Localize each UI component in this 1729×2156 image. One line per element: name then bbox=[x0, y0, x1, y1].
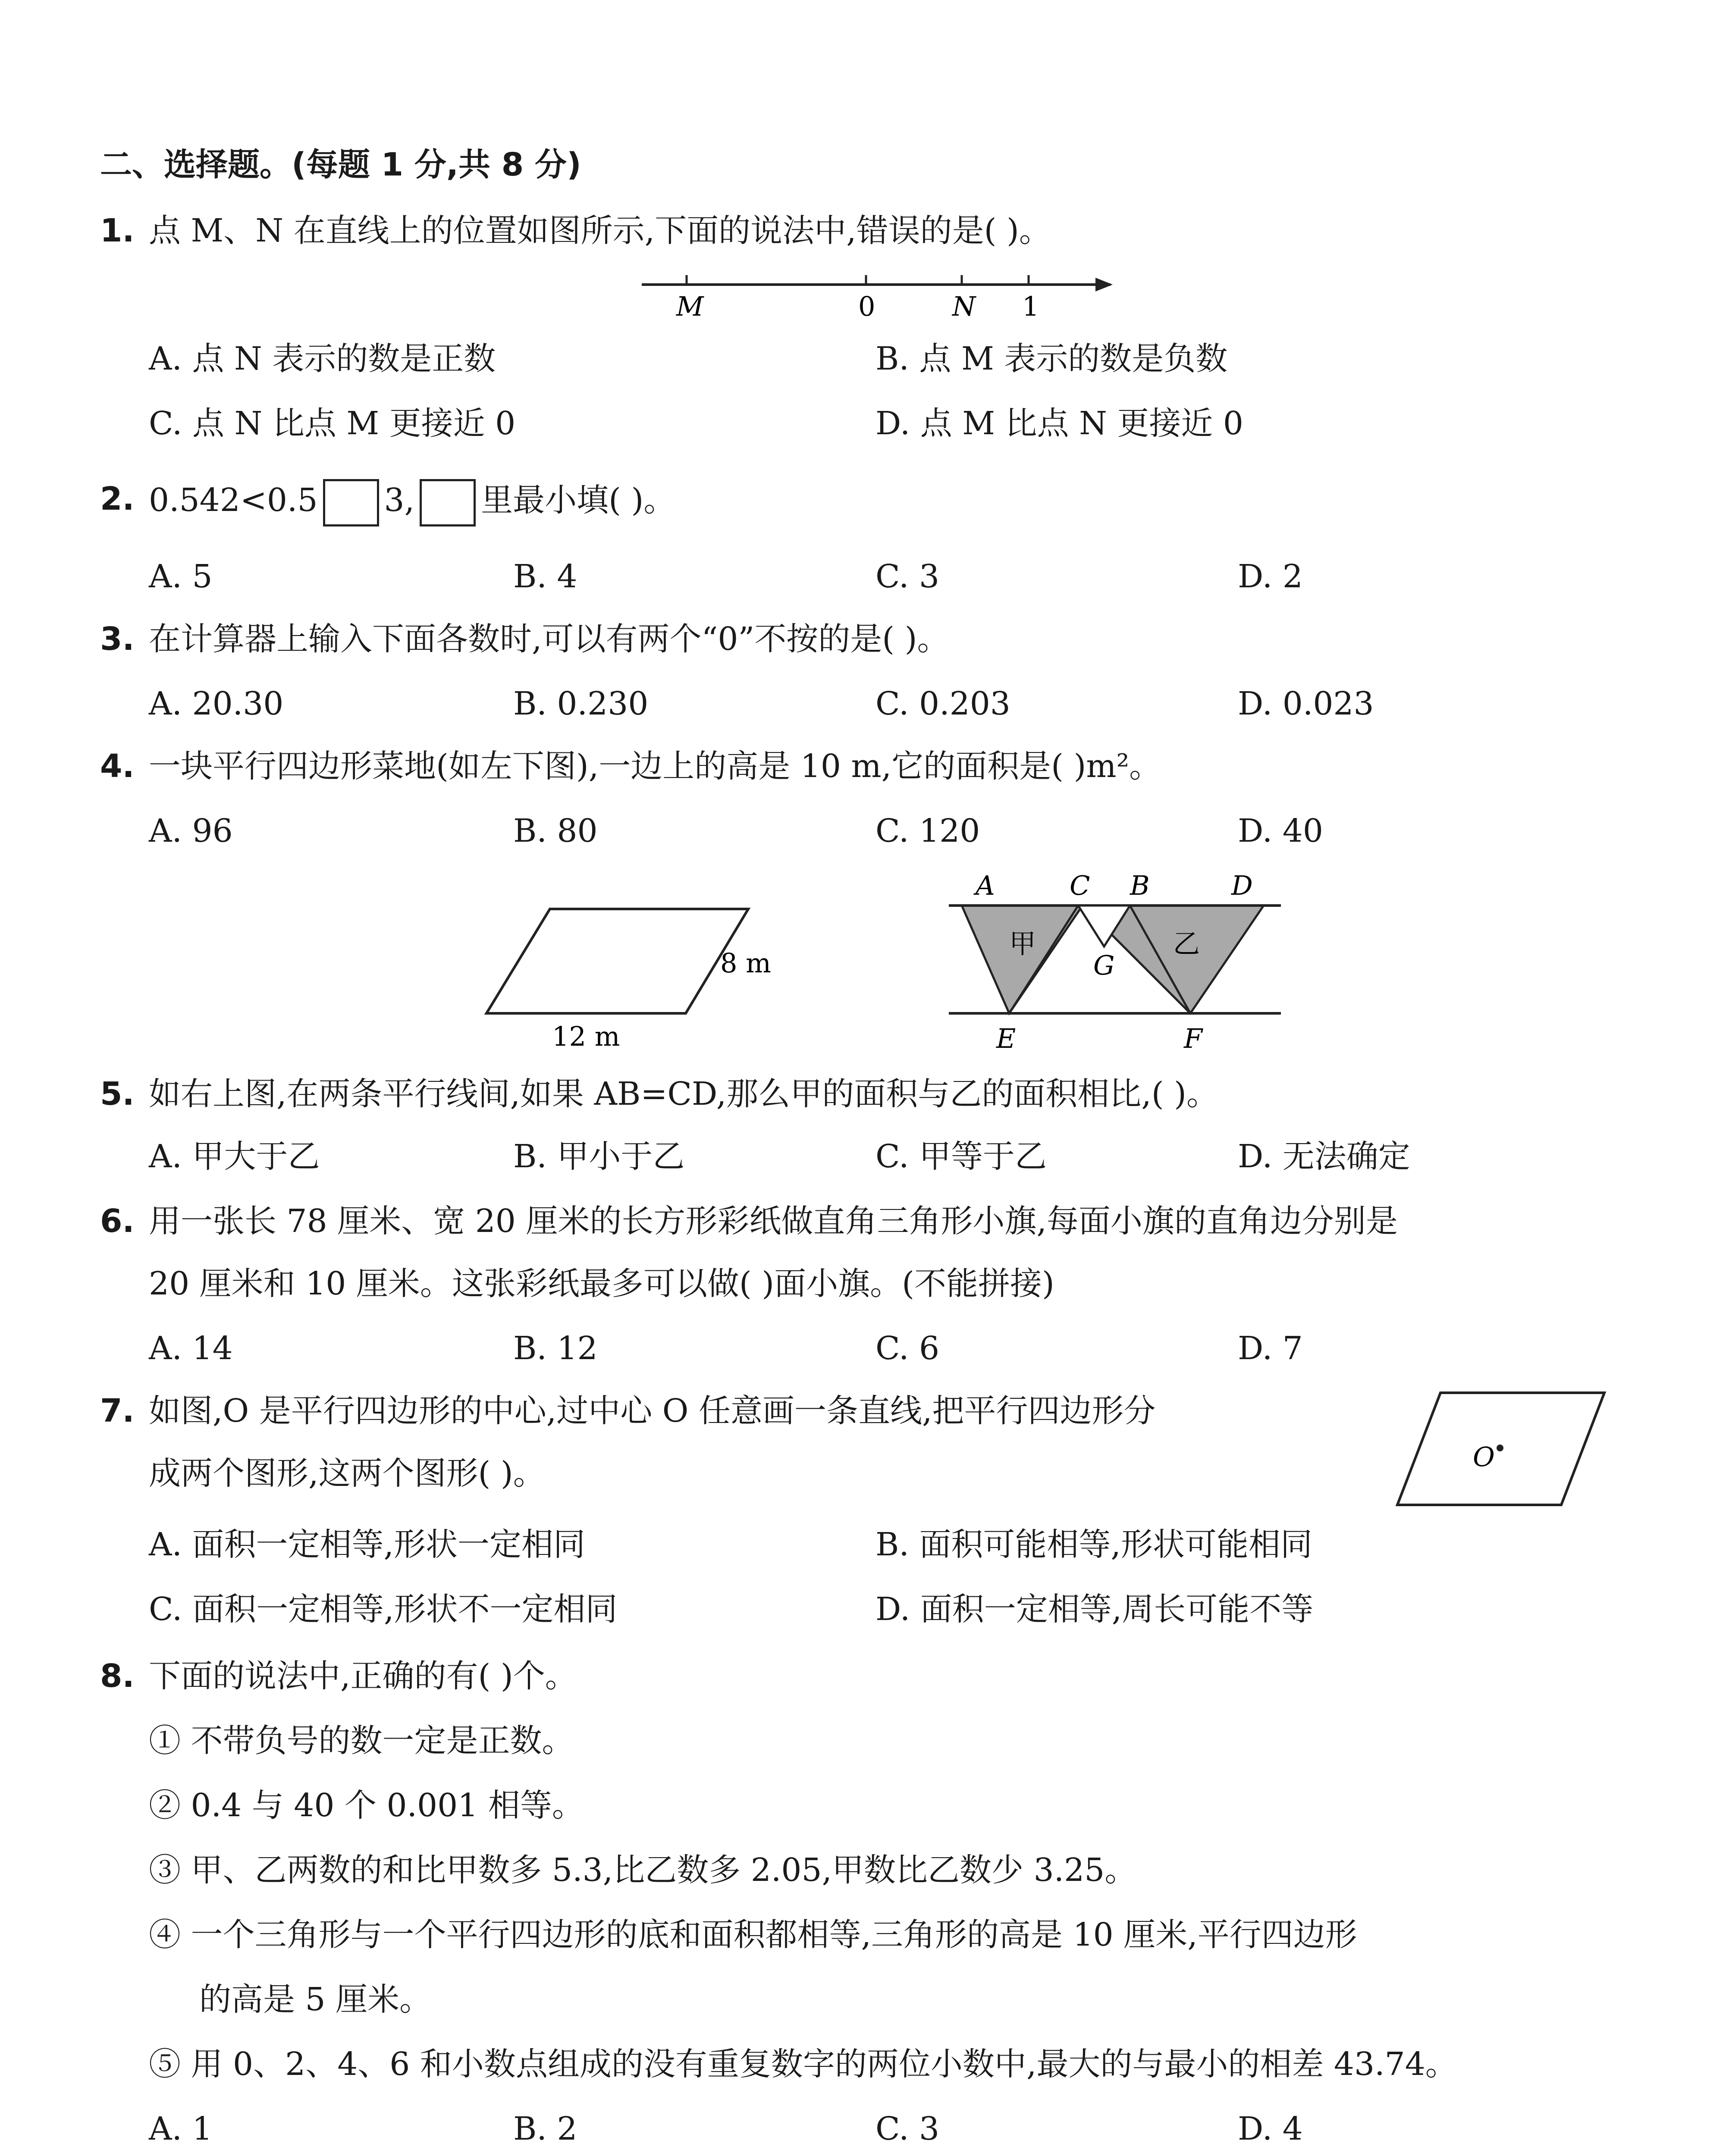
q4-option-b[interactable]: B. 80 bbox=[513, 812, 598, 849]
q5-option-b[interactable]: B. 甲小于乙 bbox=[513, 1138, 685, 1175]
label-g: G bbox=[1093, 950, 1115, 981]
q6-option-c[interactable]: C. 6 bbox=[875, 1330, 940, 1367]
q2-blank-box-1[interactable] bbox=[323, 479, 379, 526]
q5-option-c[interactable]: C. 甲等于乙 bbox=[875, 1138, 1047, 1175]
label-d: D bbox=[1231, 870, 1253, 901]
label-c: C bbox=[1070, 870, 1090, 901]
q8-statement-3: ③ 甲、乙两数的和比甲数多 5.3,比乙数多 2.05,甲数比乙数少 3.25。 bbox=[149, 1852, 1137, 1889]
label-a: A bbox=[976, 870, 995, 901]
label-zero: 0 bbox=[858, 291, 875, 322]
q8-statement-1: ① 不带负号的数一定是正数。 bbox=[149, 1722, 574, 1759]
q3-option-a[interactable]: A. 20.30 bbox=[149, 685, 284, 722]
label-f: F bbox=[1184, 1023, 1203, 1054]
q4-option-d[interactable]: D. 40 bbox=[1238, 812, 1323, 849]
label-one: 1 bbox=[1022, 291, 1039, 322]
q8-text: 下面的说法中,正确的有( )个。 bbox=[149, 1658, 577, 1695]
q7-text-line2: 成两个图形,这两个图形( )。 bbox=[149, 1455, 545, 1492]
q8-statement-5: ⑤ 用 0、2、4、6 和小数点组成的没有重复数字的两位小数中,最大的与最小的相差 43.74。 bbox=[149, 2046, 1457, 2083]
q5-number: 5. bbox=[100, 1075, 135, 1112]
number-line-arrow bbox=[1095, 278, 1113, 291]
q3-text: 在计算器上输入下面各数时,可以有两个“0”不按的是( )。 bbox=[149, 620, 949, 658]
q4-option-a[interactable]: A. 96 bbox=[149, 812, 233, 849]
label-yi: 乙 bbox=[1173, 928, 1200, 959]
q5-parallel-lines-figure bbox=[949, 867, 1285, 1061]
q1-text: 点 M、N 在直线上的位置如图所示,下面的说法中,错误的是( )。 bbox=[149, 212, 1051, 249]
q2-blank-box-2[interactable] bbox=[420, 479, 476, 526]
q7-number: 7. bbox=[100, 1392, 135, 1429]
number-line-figure bbox=[638, 267, 1130, 323]
label-n: N bbox=[952, 291, 976, 322]
q4-parallelogram bbox=[486, 909, 748, 1013]
q7-option-c[interactable]: C. 面积一定相等,形状不一定相同 bbox=[149, 1591, 618, 1628]
q2-number: 2. bbox=[100, 480, 135, 517]
q6-text-line1: 用一张长 78 厘米、宽 20 厘米的长方形彩纸做直角三角形小旗,每面小旗的直角边分别是 bbox=[149, 1203, 1398, 1240]
q5-option-d[interactable]: D. 无法确定 bbox=[1238, 1138, 1410, 1175]
q4-parallelogram-figure bbox=[474, 897, 785, 1056]
q1-number: 1. bbox=[100, 212, 135, 249]
q7-text-line1: 如图,O 是平行四边形的中心,过中心 O 任意画一条直线,把平行四边形分 bbox=[149, 1392, 1156, 1429]
q6-text-line2: 20 厘米和 10 厘米。这张彩纸最多可以做( )面小旗。(不能拼接) bbox=[149, 1265, 1054, 1302]
q5-option-a[interactable]: A. 甲大于乙 bbox=[149, 1138, 320, 1175]
q5-text: 如右上图,在两条平行线间,如果 AB=CD,那么甲的面积与乙的面积相比,( )。 bbox=[149, 1075, 1219, 1112]
q8-option-c[interactable]: C. 3 bbox=[875, 2110, 940, 2147]
q7-option-b[interactable]: B. 面积可能相等,形状可能相同 bbox=[875, 1526, 1312, 1563]
q4-side-label: 8 m bbox=[720, 947, 771, 979]
q2-option-d[interactable]: D. 2 bbox=[1238, 558, 1303, 595]
section-title-choice: 二、选择题。(每题 1 分,共 8 分) bbox=[100, 146, 581, 183]
q7-center-label: O bbox=[1473, 1441, 1495, 1473]
q1-option-c[interactable]: C. 点 N 比点 M 更接近 0 bbox=[149, 405, 516, 442]
q7-parallelogram-figure bbox=[1389, 1384, 1613, 1514]
q3-option-c[interactable]: C. 0.203 bbox=[875, 685, 1010, 722]
q7-center-dot bbox=[1497, 1445, 1503, 1451]
q2-option-a[interactable]: A. 5 bbox=[149, 558, 213, 595]
q1-option-d[interactable]: D. 点 M 比点 N 更接近 0 bbox=[875, 405, 1243, 442]
q6-option-b[interactable]: B. 12 bbox=[513, 1330, 598, 1367]
q6-option-d[interactable]: D. 7 bbox=[1238, 1330, 1303, 1367]
q2-text bbox=[149, 476, 675, 526]
q6-number: 6. bbox=[100, 1203, 135, 1240]
q4-option-c[interactable]: C. 120 bbox=[875, 812, 980, 849]
q8-number: 8. bbox=[100, 1658, 135, 1695]
q2-text-c: 里最小填( )。 bbox=[481, 482, 676, 519]
q3-option-d[interactable]: D. 0.023 bbox=[1238, 685, 1374, 722]
q8-statement-2: ② 0.4 与 40 个 0.001 相等。 bbox=[149, 1787, 584, 1824]
q1-option-a[interactable]: A. 点 N 表示的数是正数 bbox=[149, 340, 496, 377]
q7-option-a[interactable]: A. 面积一定相等,形状一定相同 bbox=[149, 1526, 586, 1563]
q6-option-a[interactable]: A. 14 bbox=[149, 1330, 233, 1367]
q2-option-c[interactable]: C. 3 bbox=[875, 558, 940, 595]
label-jia: 甲 bbox=[1009, 928, 1036, 959]
q2-option-b[interactable]: B. 4 bbox=[513, 558, 577, 595]
q8-option-b[interactable]: B. 2 bbox=[513, 2110, 577, 2147]
q4-base-label: 12 m bbox=[552, 1021, 620, 1052]
q7-option-d[interactable]: D. 面积一定相等,周长可能不等 bbox=[875, 1591, 1314, 1628]
q2-text-a: 0.542<0.5 bbox=[149, 482, 318, 519]
q8-statement-4-line1: ④ 一个三角形与一个平行四边形的底和面积都相等,三角形的高是 10 厘米,平行四边形 bbox=[149, 1916, 1357, 1953]
q8-statement-4-line2: 的高是 5 厘米。 bbox=[199, 1981, 432, 2018]
q1-option-b[interactable]: B. 点 M 表示的数是负数 bbox=[875, 340, 1228, 377]
q3-option-b[interactable]: B. 0.230 bbox=[513, 685, 649, 722]
q2-text-b: 3, bbox=[384, 482, 415, 519]
q4-text: 一块平行四边形菜地(如左下图),一边上的高是 10 m,它的面积是( )m²。 bbox=[149, 748, 1161, 785]
triangle-jia bbox=[962, 906, 1083, 1013]
label-b: B bbox=[1130, 870, 1150, 901]
q3-number: 3. bbox=[100, 620, 135, 658]
label-m: M bbox=[676, 291, 704, 322]
q8-option-a[interactable]: A. 1 bbox=[149, 2110, 213, 2147]
label-e: E bbox=[996, 1023, 1016, 1054]
q8-option-d[interactable]: D. 4 bbox=[1238, 2110, 1303, 2147]
q4-number: 4. bbox=[100, 748, 135, 785]
